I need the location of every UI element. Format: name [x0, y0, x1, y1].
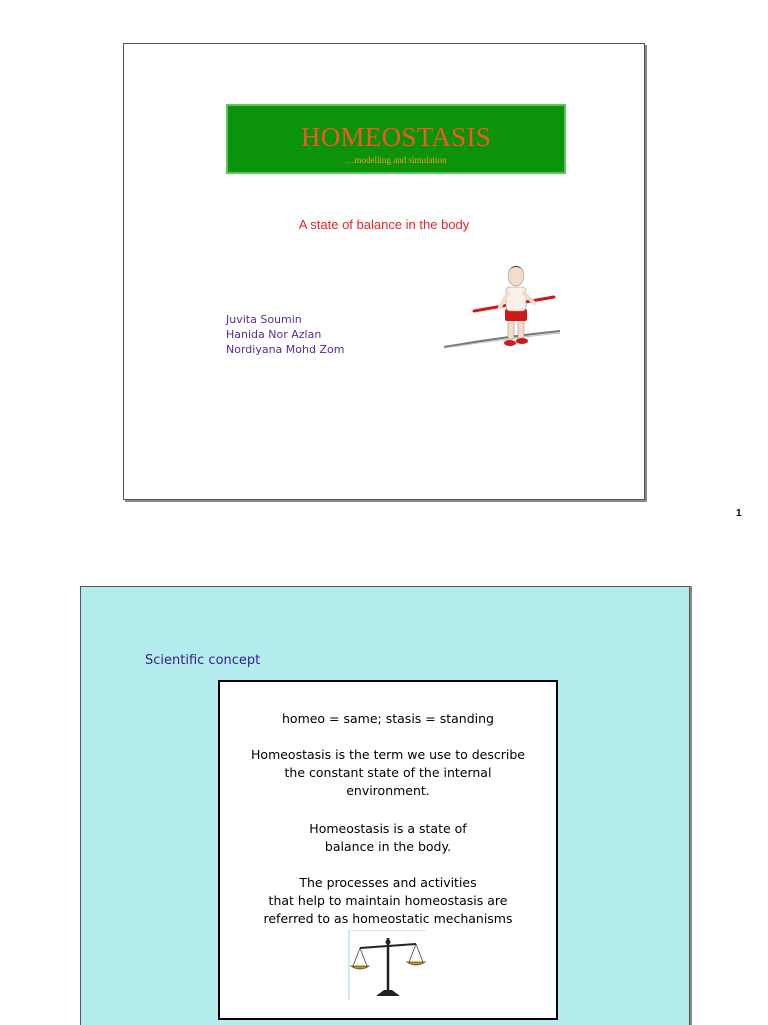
slide-subtitle: A state of balance in the body — [298, 217, 470, 232]
slide-title-subtext: …modelling and simulation — [345, 155, 447, 165]
author-list — [226, 312, 344, 357]
title-slide — [123, 43, 645, 500]
text-line: Homeostasis is a state of — [309, 821, 467, 836]
definition-line: homeo = same; stasis = standing — [282, 711, 494, 726]
title-banner — [226, 104, 566, 174]
text-line: Homeostasis is the term we use to describe — [251, 747, 525, 762]
text-line: balance in the body. — [324, 839, 452, 854]
text-line: environment. — [346, 783, 430, 798]
author-name: Hanida Nor Azlan — [226, 328, 322, 341]
paragraph-balance — [220, 820, 556, 856]
text-line: The processes and activities — [299, 875, 477, 890]
text-line: the constant state of the internal — [284, 765, 492, 780]
text-line: referred to as homeostatic mechanisms — [263, 911, 513, 926]
text-line: that help to maintain homeostasis are — [268, 893, 508, 908]
balance-scale-icon — [348, 930, 428, 1000]
page-number: 1 — [736, 508, 742, 519]
slide-title: HOMEOSTASIS — [300, 122, 492, 152]
slide-heading: Scientific concept — [145, 653, 261, 668]
paragraph-definition — [220, 746, 556, 800]
concept-slide — [80, 586, 690, 1025]
author-name: Nordiyana Mohd Zom — [226, 343, 345, 356]
tightrope-walker-illustration — [442, 259, 562, 359]
paragraph-mechanisms — [220, 874, 556, 928]
author-name: Juvita Soumin — [226, 313, 302, 326]
concept-text-box — [218, 680, 558, 1020]
